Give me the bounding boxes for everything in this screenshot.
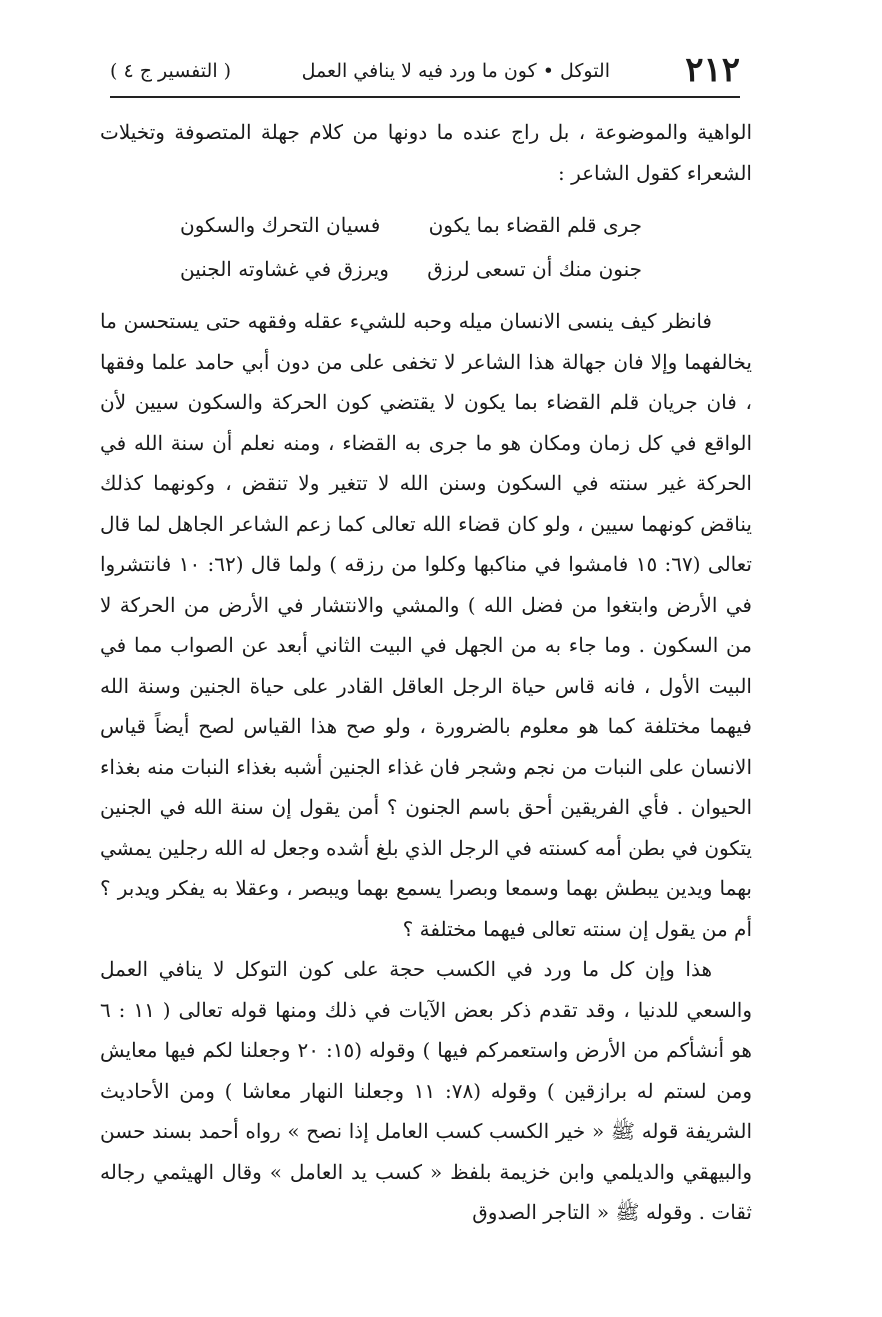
verse-second-hemistich: فسيان التحرك والسكون (180, 213, 381, 237)
paragraph-intro: الواهية والموضوعة ، بل راج عنده ما دونها من كلام جهلة المتصوفة وتخيلات الشعراء كقول الشاعر : (100, 120, 752, 185)
page-number: ٢١٢ (685, 50, 740, 90)
header-rule (110, 96, 740, 98)
header-book-reference: ( التفسير ج ٤ ) (110, 60, 232, 82)
poem-verse (100, 247, 752, 291)
running-header (100, 50, 740, 96)
page-body (100, 112, 752, 1233)
verse-first-hemistich: جنون منك أن تسعى لرزق (427, 257, 642, 281)
paragraph-commentary: فانظر كيف ينسى الانسان ميله وحبه للشيء عقله وفقهه حتى يستحسن ما يخالفهما وإلا فان جهالة هذا الشاعر لا تخفى على من دون أبي حامد علما وفقها ، فان جريان قلم القضاء بما يكون لا يقتضي كون الحركة والسكون سيين لأن الواقع في كل زمان ومكان هو ما جرى به القضاء ، ومنه نعلم أن سنة الله في الحركة غير سنته في السكون وسنن الله لا تتغير ولا تنقض ، وكونهما كذلك يناقض كونهما سيين ، ولو كان قضاء الله تعالى كما زعم الشاعر الجاهل لما قال تعالى (٦٧: ١٥ فامشوا في مناكبها وكلوا من رزقه ) ولما قال (٦٢: ١٠ فانتشروا في الأرض وابتغوا من فضل الله ) والمشي والانتشار في الأرض من الحركة لا من السكون . وما جاء به من الجهل في البيت الثاني أبعد عن الصواب مما في البيت الأول ، فانه قاس حياة الرجل العاقل القادر على حياة الجنين وسنة الله فيهما مختلفة كما هو معلوم بالضرورة ، ولو صح هذا القياس لصح أيضاً قياس الانسان على النبات من نجم وشجر فان غذاء الجنين أشبه بغذاء النبات منه بغذاء الحيوان . فأي الفريقين أحق باسم الجنون ؟ أمن يقول إن سنة الله في الجنين يتكون في بطن أمه كسنته في الرجل الذي بلغ أشده وجعل له الله رجلين يمشي بهما ويدين يبطش بهما وسمعا وبصرا يسمع بهما ويبصر ، وعقلا به يفكر ويدبر ؟ أم من يقول إن سنته تعالى فيهما مختلفة ؟ (100, 309, 752, 941)
verse-second-hemistich: ويرزق في غشاوته الجنين (180, 257, 389, 281)
poem (100, 203, 752, 291)
paragraph-earning: هذا وإن كل ما ورد في الكسب حجة على كون التوكل لا ينافي العمل والسعي للدنيا ، وقد تقدم ذكر بعض الآيات في ذلك ومنها قوله تعالى ( ١١ : ٦ هو أنشأكم من الأرض واستعمركم فيها ) وقوله (١٥: ٢٠ وجعلنا لكم فيها معايش ومن لستم له برازقين ) وقوله (٧٨: ١١ وجعلنا النهار معاشا ) ومن الأحاديث الشريفة قوله ﷺ « خير الكسب كسب العامل إذا نصح » رواه أحمد بسند حسن والبيهقي والديلمي وابن خزيمة بلفظ « كسب يد العامل » وقال الهيثمي رجاله ثقات . وقوله ﷺ « التاجر الصدوق (100, 957, 753, 1224)
poem-verse (100, 203, 752, 247)
verse-first-hemistich: جرى قلم القضاء بما يكون (428, 213, 642, 237)
header-title: التوكل • كون ما ورد فيه لا ينافي العمل (301, 60, 610, 82)
